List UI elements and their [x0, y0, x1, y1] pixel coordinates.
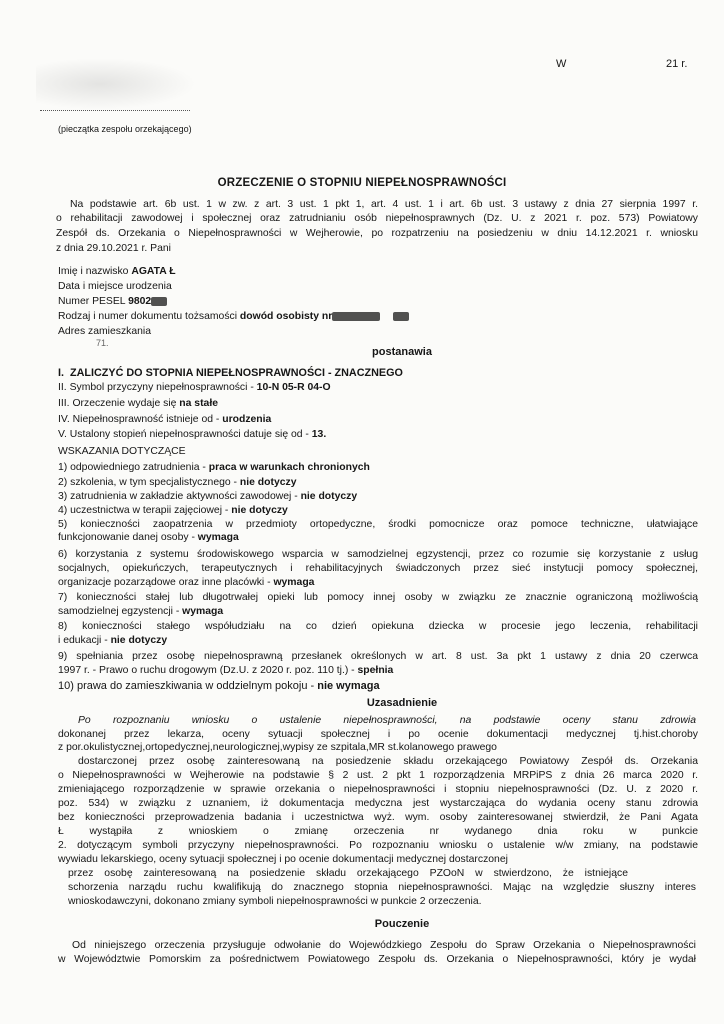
pesel-value: 9802 [128, 296, 152, 307]
decides-heading: postanawia [372, 346, 432, 358]
justification-line: wywiadu lekarskiego, oceny sytuacji społecznej i po ocenie dokumentacji medycznej dostarczonej [58, 854, 508, 865]
indication-item: 2) szkolenia, w tym specjalistycznego - nie dotyczy [58, 477, 297, 488]
intro-line: o rehabilitacji zawodowej i społecznej oraz zatrudnianiu osób niepełnosprawnych (Dz. U. z 2021 r. poz. 573) Powiatowy [56, 213, 698, 224]
stamp-label: (pieczątka zespołu orzekającego) [58, 124, 192, 134]
intro-line: Zespół ds. Orzekania o Niepełnosprawności w Wejherowie, po rozpatrzeniu na posiedzeniu w dniu 14.12.2021 r. wniosku [56, 228, 698, 239]
justification-line: o Niepełnosprawności w Wejherowie na podstawie § 2 ust. 2 pkt 1 rozporządzenia MRPiPS z dnia 26 marca 2020 r. [58, 770, 698, 781]
address-value: 71. [96, 338, 109, 348]
faded-stamp-image [36, 58, 196, 110]
year-suffix: 21 r. [666, 58, 688, 70]
indication-item: 5) konieczności zaopatrzenia w przedmioty ortopedyczne, środki pomocnicze oraz pomoce techniczne, ułatwiające [58, 519, 698, 530]
indications-header: WSKAZANIA DOTYCZĄCE [58, 446, 186, 457]
indication-item: 10) prawa do zamieszkiwania w oddzielnym pokoju - nie wymaga [58, 680, 380, 692]
redaction-mark [393, 312, 409, 321]
stamp-area [36, 58, 216, 134]
indication-item: organizacje pozarządowe oraz inne placówki - wymaga [58, 577, 315, 588]
document-title: ORZECZENIE O STOPNIU NIEPEŁNOSPRAWNOŚCI [217, 177, 507, 189]
address-label: Adres zamieszkania [58, 326, 151, 337]
indication-item: 3) zatrudnienia w zakładzie aktywności zawodowej - nie dotyczy [58, 491, 358, 502]
justification-line: Po rozpoznaniu wniosku o ustalenie niepełnosprawności, na podstawie oceny stanu zdrowia [78, 715, 696, 726]
justification-line: z por.okulistycznej,ortopedycznej,neurologicznej,wypisy ze szpitala,MR st.kolanowego prawego [58, 742, 497, 753]
indication-item: i edukacji - nie dotyczy [58, 635, 168, 646]
intro-line: z dnia 29.10.2021 r. Pani [56, 243, 171, 254]
name-value: AGATA Ł [131, 266, 176, 277]
name-label: Imię i nazwisko [58, 266, 129, 277]
indication-item: funkcjonowanie danej osoby - wymaga [58, 532, 239, 543]
justification-line: bez konieczności przeprowadzenia badania i uczestnictwa wyż. wym. osoby zainteresowanej stwierdził, że Pani Agata [58, 812, 698, 823]
justification-line: przez osobę zainteresowaną na posiedzenie składu orzekającego PZOoN w stwierdzono, że istniejące [68, 868, 628, 879]
decision-5: V. Ustalony stopień niepełnosprawności datuje się od - 13. [58, 429, 327, 440]
id-row [58, 311, 409, 322]
indication-item: 1) odpowiedniego zatrudnienia - praca w warunkach chronionych [58, 462, 370, 473]
indication-item: socjalnych, opiekuńczych, terapeutycznych i rehabilitacyjnych świadczonych przez sieć instytucji pomocy społecznej, [58, 563, 698, 574]
decision-1: I. ZALICZYĆ DO STOPNIA NIEPEŁNOSPRAWNOŚCI - ZNACZNEGO [58, 367, 403, 379]
justification-line: dokonanej przez lekarza, oceny sytuacji społecznej i po ocenie dokumentacji medycznej tj.hist.choroby [58, 729, 698, 740]
instruction-heading: Pouczenie [374, 918, 430, 930]
indication-item: samodzielnej egzystencji - wymaga [58, 606, 224, 617]
justification-heading: Uzasadnienie [366, 697, 438, 709]
decision-3: III. Orzeczenie wydaje się na stałe [58, 398, 218, 409]
place-prefix: W [556, 58, 567, 70]
name-row [58, 266, 176, 277]
id-label: Rodzaj i numer dokumentu tożsamości [58, 311, 238, 322]
intro-line: Na podstawie art. 6b ust. 1 w zw. z art. 3 ust. 1 pkt 1, art. 4 ust. 1 i art. 6b ust. 3 ustawy z dnia 27 sierpnia 1997 r. [70, 199, 698, 210]
justification-line: poz. 534) w związku z uznaniem, iż dokumentacja medyczna jest wystarczająca do wydania oceny stanu zdrowia [58, 798, 698, 809]
justification-line: wnioskodawczyni, dokonano zmiany symboli niepełnosprawności w punkcie 2 orzeczenia. [68, 896, 482, 907]
justification-line: dostarczonej przez osobę zainteresowaną na posiedzenie składu orzekającego Powiatowy Zespół ds. Orzekania [78, 756, 698, 767]
instruction-line: Od niniejszego orzeczenia przysługuje odwołanie do Wojewódzkiego Zespołu do Spraw Orzekania o Niepełnosprawności [72, 940, 696, 951]
indication-item: 1997 r. - Prawo o ruchu drogowym (Dz.U. z 2020 r. poz. 110 tj.) - spełnia [58, 665, 394, 676]
birth-label: Data i miejsce urodzenia [58, 281, 172, 292]
indication-item: 7) konieczności stałej lub długotrwałej opieki lub pomocy innej osoby w związku ze znacznie ograniczoną możliwością [58, 592, 698, 603]
justification-line: 2. dotyczącym symboli przyczyny niepełnosprawności. Po rozpoznaniu wniosku o ustalenie w/w zmiany, na podstawie [58, 840, 698, 851]
redaction-mark [151, 297, 167, 306]
justification-line: Ł wystąpiła z wnioskiem o zmianę orzeczenia nr wydanego dnia roku w punkcie [58, 826, 698, 837]
indication-item: 9) spełniania przez osobę niepełnosprawną przesłanek określonych w art. 8 ust. 3a pkt 1 ustawy z dnia 20 czerwca [58, 651, 698, 662]
decision-4: IV. Niepełnosprawność istnieje od - urodzenia [58, 414, 272, 425]
decision-2: II. Symbol przyczyny niepełnosprawności - 10-N 05-R 04-O [58, 382, 331, 393]
justification-line: schorzenia narządu ruchu kwalifikują do znacznego stopnia niepełnosprawności. Mając na względzie słuszny interes [68, 882, 696, 893]
pesel-label: Numer PESEL [58, 296, 126, 307]
pesel-row [58, 296, 167, 307]
justification-line: zmieniającego rozporządzenie w sprawie orzekania o niepełnosprawności i stopniu niepełnosprawności (Dz. U. z 2020 r. [58, 784, 698, 795]
indication-item: 6) korzystania z systemu środowiskowego wsparcia w samodzielnej egzystencji, przez co rozumie się korzystanie z usług [58, 549, 698, 560]
indication-item: 8) konieczności stałego współudziału na co dzień opiekuna dziecka w procesie jego leczenia, rehabilitacji [58, 621, 698, 632]
redaction-mark [332, 312, 380, 321]
indication-item: 4) uczestnictwa w terapii zajęciowej - nie dotyczy [58, 505, 288, 516]
instruction-line: w Województwie Pomorskim za pośrednictwem Powiatowego Zespołu ds. Orzekania o Niepełnosprawności, który je wydał [58, 954, 696, 965]
stamp-dotted-line [40, 110, 190, 111]
id-value: dowód osobisty nr [239, 311, 333, 322]
